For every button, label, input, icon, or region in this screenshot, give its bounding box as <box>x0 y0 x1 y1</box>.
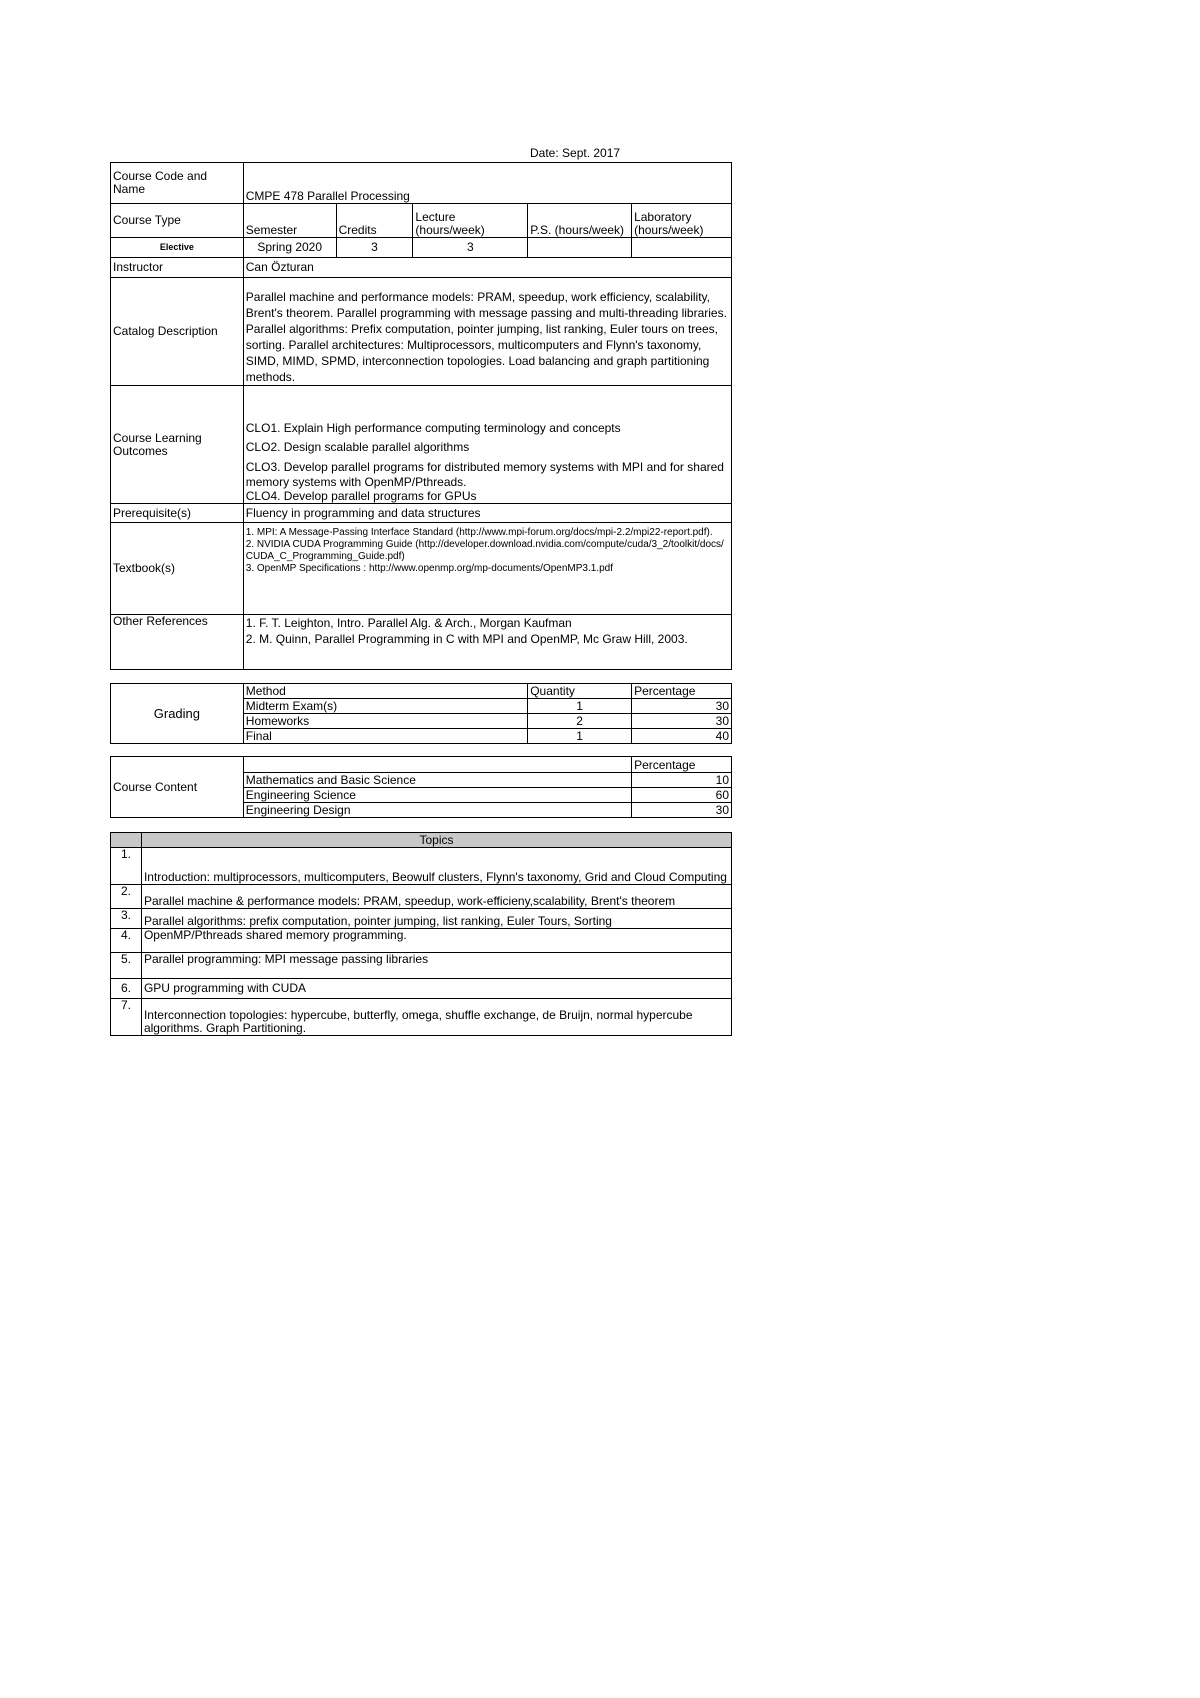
lab-hours-value <box>632 238 732 258</box>
clo-list <box>243 386 731 504</box>
clo-1: CLO1. Explain High performance computing terminology and concepts <box>245 421 621 435</box>
lecture-hours-value: 3 <box>413 238 528 258</box>
topics-table <box>110 832 732 1036</box>
topic-number: 5. <box>111 953 142 979</box>
content-percentage: 60 <box>632 788 732 803</box>
document-date: Date: Sept. 2017 <box>530 146 621 160</box>
topic-number: 7. <box>111 999 142 1036</box>
course-content-table <box>110 756 732 818</box>
grading-percentage: 40 <box>632 729 732 744</box>
clo-3: CLO3. Develop parallel programs for distributed memory systems with MPI and for shared memory systems with OpenMP/Pthreads. <box>245 460 724 489</box>
topic-text: Introduction: multiprocessors, multicomputers, Beowulf clusters, Flynn's taxonomy, Grid and Cloud Computing <box>141 848 731 885</box>
topic-text: Parallel machine & performance models: PRAM, speedup, work-efficieny,scalability, Brent's theorem <box>141 885 731 909</box>
other-references-list <box>243 615 731 670</box>
course-code-value: CMPE 478 Parallel Processing <box>243 163 731 204</box>
other-reference-1: 1. F. T. Leighton, Intro. Parallel Alg. & Arch., Morgan Kaufman <box>245 616 572 630</box>
grading-quantity: 1 <box>528 699 632 714</box>
textbook-2: 2. NVIDIA CUDA Programming Guide (http://developer.download.nvidia.com/compute/cuda/3_2/toolkit/docs/CUDA_C_Programming_Guide.pdf) <box>245 539 724 562</box>
grading-percentage: 30 <box>632 714 732 729</box>
topics-corner <box>111 833 142 848</box>
topic-text: Parallel algorithms: prefix computation, pointer jumping, list ranking, Euler Tours, Sorting <box>141 909 731 929</box>
other-reference-2: 2. M. Quinn, Parallel Programming in C with MPI and OpenMP, Mc Graw Hill, 2003. <box>245 632 688 646</box>
other-references-label: Other References <box>111 615 244 670</box>
topic-text: Parallel programming: MPI message passing libraries <box>141 953 731 979</box>
textbook-label: Textbook(s) <box>111 523 244 615</box>
instructor-value: Can Özturan <box>243 258 731 278</box>
textbook-3: 3. OpenMP Specifications : http://www.openmp.org/mp-documents/OpenMP3.1.pdf <box>245 563 613 574</box>
ps-header: P.S. (hours/week) <box>528 204 632 238</box>
grading-percentage-header: Percentage <box>632 684 732 699</box>
grading-table <box>110 683 732 744</box>
ps-hours-value <box>528 238 632 258</box>
grading-quantity: 1 <box>528 729 632 744</box>
topic-number: 3. <box>111 909 142 929</box>
prereq-label: Prerequisite(s) <box>111 504 244 523</box>
credits-header: Credits <box>336 204 413 238</box>
credits-value: 3 <box>336 238 413 258</box>
grading-label: Grading <box>111 684 244 744</box>
grading-quantity-header: Quantity <box>528 684 632 699</box>
grading-method: Midterm Exam(s) <box>243 699 527 714</box>
lecture-header: Lecture (hours/week) <box>413 204 528 238</box>
course-info-table <box>110 162 732 670</box>
topic-text: Interconnection topologies: hypercube, butterfly, omega, shuffle exchange, de Bruijn, normal hypercube algorithms. Graph Partitioning. <box>141 999 731 1036</box>
prereq-value: Fluency in programming and data structures <box>243 504 731 523</box>
semester-header: Semester <box>243 204 336 238</box>
textbook-1: 1. MPI: A Message-Passing Interface Standard (http://www.mpi-forum.org/docs/mpi-2.2/mpi22-report.pdf). <box>245 527 713 538</box>
topic-number: 1. <box>111 848 142 885</box>
grading-method: Final <box>243 729 527 744</box>
instructor-label: Instructor <box>111 258 244 278</box>
grading-quantity: 2 <box>528 714 632 729</box>
topic-text: OpenMP/Pthreads shared memory programming. <box>141 929 731 953</box>
topic-number: 6. <box>111 979 142 999</box>
content-percentage: 10 <box>632 773 732 788</box>
content-area: Mathematics and Basic Science <box>243 773 631 788</box>
topic-text: GPU programming with CUDA <box>141 979 731 999</box>
course-code-label: Course Code and Name <box>111 163 244 204</box>
catalog-description: Parallel machine and performance models: PRAM, speedup, work efficiency, scalability, Brent's theorem. Parallel programming with message passing and multi-threading libraries. Parallel algorithms: Prefix computation, pointer jumping, list ranking, Euler tours on trees, sorting. Parallel architectures: Multiprocessors, multicomputers and Flynn's taxonomy, SIMD, MIMD, SPMD, interconnection topologies. Load balancing and graph partitioning methods. <box>243 278 731 386</box>
content-percentage: 30 <box>632 803 732 818</box>
laboratory-header: Laboratory (hours/week) <box>632 204 732 238</box>
topic-number: 2. <box>111 885 142 909</box>
course-type-value: Elective <box>111 238 244 258</box>
grading-method: Homeworks <box>243 714 527 729</box>
content-area-header <box>243 757 631 773</box>
course-content-label: Course Content <box>111 757 244 818</box>
content-area: Engineering Design <box>243 803 631 818</box>
textbook-list <box>243 523 731 615</box>
grading-method-header: Method <box>243 684 527 699</box>
topic-number: 4. <box>111 929 142 953</box>
clo-label: Course Learning Outcomes <box>111 386 244 504</box>
catalog-label: Catalog Description <box>111 278 244 386</box>
content-area: Engineering Science <box>243 788 631 803</box>
grading-percentage: 30 <box>632 699 732 714</box>
topics-header: Topics <box>141 833 731 848</box>
clo-2: CLO2. Design scalable parallel algorithms <box>245 440 470 454</box>
content-percentage-header: Percentage <box>632 757 732 773</box>
semester-value: Spring 2020 <box>243 238 336 258</box>
clo-4: CLO4. Develop parallel programs for GPUs <box>245 489 477 503</box>
course-type-label: Course Type <box>111 204 244 238</box>
